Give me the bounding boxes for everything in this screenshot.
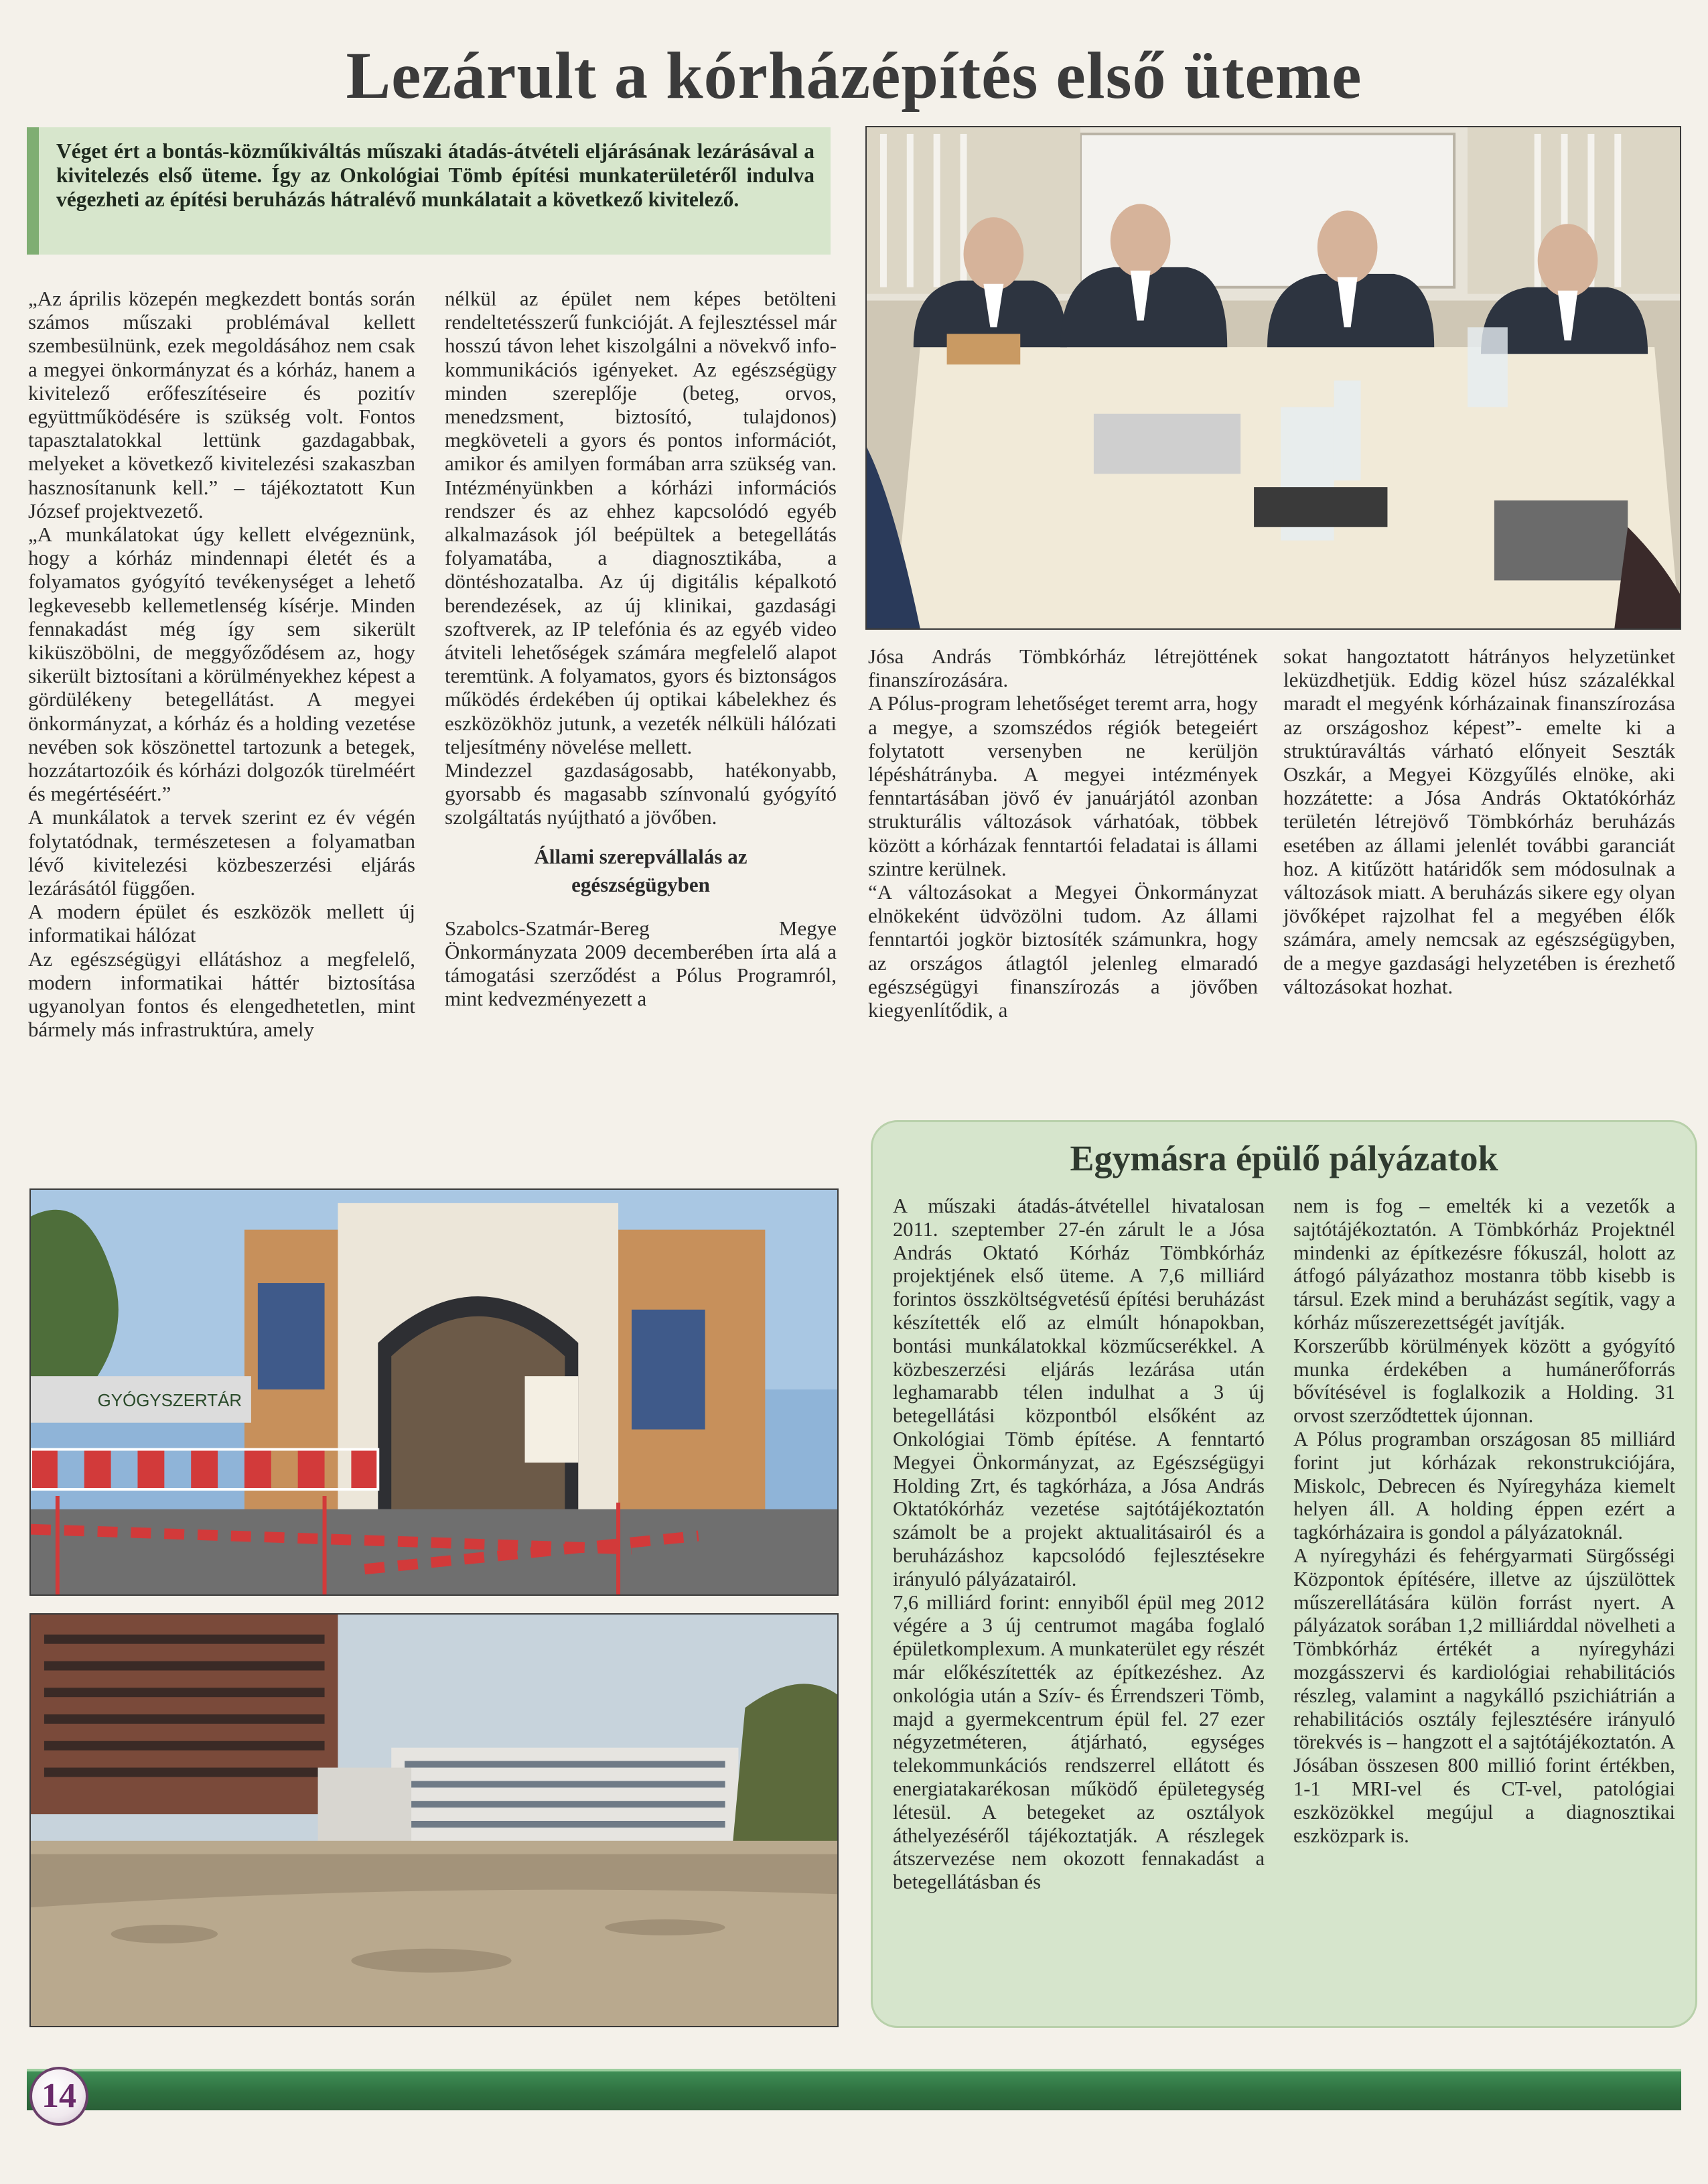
sidebar-paragraph: nem is fog – emelték ki a vezetők a sajtótájékoztatón. A Tömbkórház Projektnél mindenki az építkezésre fókuszál, holott az átfogó pályázathoz mostanra több kisebb is társul. Ezek mind a beruházást segítik, vagy a kórház műszerezettségét javítják.	[1293, 1195, 1675, 1334]
col1-paragraph: A munkálatok a tervek szerint ez év végén folytatódnak, természetesen a folyamatban lévő kivitelezési közbeszerzési eljárás lezárásától függően.	[28, 805, 415, 900]
footer-bar	[27, 2069, 1681, 2110]
col2-paragraph: nélkül az épület nem képes betölteni rendeltetésszerű funkcióját. A fejlesztéssel már hosszú távon lehet kiszolgálni a növekvő info-kommunikációs igényeket. Az egészségügy minden szereplője (beteg, orvos, menedzsment, biztosító, tulajdonos) megköveteli a gyors és pontos információt, amikor és amilyen formában arra szükség van. Intézményünkben a kórházi információs rendszer és az ehhez kapcsolódó egyéb alkalmazások jól beépültek a betegellátás folyamatába, a diagnosztikába, a döntéshozatalba. Az új digitális képalkotó berendezések, az új klinikai, gazdasági szoftverek, az IP telefónia és az egyéb video átviteli lehetőségek számára megfelelő alapot teremtünk. A folyamatos, gyors és biztonságos működés érdekében új optikai kábelekhez és eszközökhöz jutunk, a vezeték nélküli hálózati teljesítmény növelése mellett.	[445, 287, 837, 758]
article-headline: Lezárult a kórházépítés első üteme	[346, 38, 1362, 113]
col3-paragraph: Jósa András Tömbkórház létrejöttének finanszírozására.	[868, 644, 1258, 692]
press-conference-illustration	[867, 127, 1680, 628]
hospital-gate-illustration	[31, 1190, 837, 1594]
article-column-2	[445, 287, 837, 1010]
sidebar-column-2	[1293, 1195, 1675, 1847]
col2-paragraph: Szabolcs-Szatmár-Bereg Megye Önkormányzata 2009 decemberében írta alá a támogatási szerződést a Pólus Programról, mint kedvezményezett a	[445, 916, 837, 1011]
col1-subhead: A modern épület és eszközök mellett új informatikai hálózat	[28, 900, 415, 947]
col2-subheading: Állami szerepvállalás az egészségügyben	[534, 844, 748, 896]
sidebar-title: Egymásra épülő pályázatok	[1070, 1138, 1498, 1178]
construction-site-illustration	[31, 1615, 837, 2026]
col3-paragraph: A Pólus-program lehetőséget teremt arra, hogy a megye, a szomszédos régiók betegeiért folytatott versenyben ne kerüljön lépéshátrányba. A megyei intézmények fenntartásában jövő év januárjától azonban strukturális változások várhatóak, többek között a kórházak fenntartói feladatai is állami szintre kerülnek.	[868, 691, 1258, 880]
col3-paragraph: “A változásokat a Megyei Önkormányzat elnökeként üdvözölni tudom. Az állami fenntartói jogkör biztosíték számunkra, hogy az országos átlagtól jelenleg elmaradó egészségügyi finanszírozás a jövőben kiegyenlítődik, a	[868, 880, 1258, 1022]
sidebar-paragraph: A nyíregyházi és fehérgyarmati Sürgősségi Központok építésére, illetve az újszülöttek műszerellátására külön forrást nyert. A pályázatok sorában 1,2 milliárddal növelheti a Tömbkórház értékét a nyíregyházi mozgásszervi és kardiológiai rehabilitációs részleg, valamint a nagykálló pszichiátrián a rehabilitációs osztály fejlesztésére irányuló törekvés is – hangzott el a sajtótájékoztatón. A Jósában összesen 800 millió forint értékben, 1-1 MRI-vel és CT-vel, patológiai eszközökkel megújul a diagnosztikai eszközpark is.	[1293, 1544, 1675, 1847]
article-column-4	[1283, 644, 1675, 998]
article-lead: Véget ért a bontás-közműkiváltás műszaki átadás-átvételi eljárásának lezárásával a kivitelezés első üteme. Így az Onkológiai Tömb építési munkaterületéről indulva végezheti az építési beruházás hátralévő munkálatait a következő kivitelező.	[27, 127, 831, 255]
article-column-1	[28, 287, 415, 1042]
col1-paragraph: „A munkálatokat úgy kellett elvégeznünk, hogy a kórház mindennapi életét és a folyamatos gyógyító tevékenységet a lehető legkevesebb kellemetlenség kísérje. Minden fennakadást még így sem sikerült kiküszöbölni, de meggyőződésem az, hogy sikerült biztosítani a körülményekhez képest a gördülékeny betegellátást. A megyei önkormányzat, a kórház és a holding vezetése nevében sok köszönettel tartozunk a betegek, hozzátartozóik és kórházi dolgozók türelméért és megértéséért.”	[28, 523, 415, 806]
article-column-3	[868, 644, 1258, 1022]
col1-paragraph: „Az április közepén megkezdett bontás során számos műszaki problémával kellett szembesülnünk, ezek megoldásához nem csak a megyei önkormányzat és a kórház, hanem a kivitelező erőfeszítéseire és pozitív együttműködésére is szükség volt. Fontos tapasztalatokkal lettünk gazdagabbak, melyeket a következő kivitelezési szakaszban hasznosítanunk kell.” – tájékoztatott Kun József projektvezető.	[28, 287, 415, 523]
sidebar-paragraph: A Pólus programban országosan 85 milliárd forint jut kórházak rekonstrukciójára, Miskolc, Debrecen és Nyíregyháza kiemelt helyen áll. A holding éppen ezért a tagkórházaira is gondol a pályázatoknál.	[1293, 1427, 1675, 1544]
col1-paragraph: Az egészségügyi ellátáshoz a megfelelő, modern informatikai háttér biztosítása ugyanolyan fontos és elengedhetetlen, mint bármely más infrastruktúra, amely	[28, 947, 415, 1042]
sidebar-column-1	[893, 1195, 1265, 1894]
photo-press-conference	[865, 126, 1681, 630]
col4-paragraph: sokat hangoztatott hátrányos helyzetünket leküzdhetjük. Eddig közel húsz százalékkal maradt el megyénk kórházainak finanszírozása az országoshoz képest”- emelte ki a struktúraváltás várható előnyeit Seszták Oszkár, a Megyei Közgyűlés elnöke, aki hozzátette: a Jósa András Oktatókórház területén létrejövő Tömbkórház beruházás esetében az állami jelenlét további garanciát hoz. A kitűzött határidők sem módosulnak a változások miatt. A beruházás sikere egy olyan jövőképet rajzolhat fel a megyében élők számára, amely nemcsak az egészségügyben, de a megye gazdasági helyzetében is érezhető változásokat hozhat.	[1283, 644, 1675, 998]
page-number: 14	[29, 2067, 88, 2126]
photo-construction-site	[29, 1613, 839, 2027]
sidebar-paragraph: 7,6 milliárd forint: ennyiből épül meg 2012 végére a 3 új centrumot magába foglaló épületkomplexum. A munkaterület egy részét már előkészítették az építkezéshez. Az onkológia után a Szív- és Érrendszeri Tömb, majd a gyermekcentrum épül fel. 27 ezer négyzetméteren, átjárható, egységes telekommunkációs rendszerrel ellátott és energiatakarékosan működő épületegység létesül. A betegeket az osztályok áthelyezéséről tájékoztatják. A részlegek átszervezése nem okozott fennakadást a betegellátásban és	[893, 1590, 1265, 1894]
photo-hospital-gate	[29, 1188, 839, 1596]
sidebar-paragraph: A műszaki átadás-átvétellel hivatalosan 2011. szeptember 27-én zárult le a Jósa András Oktató Kórház Tömbkórház projektjének első üteme. A 7,6 milliárd forintos összköltségvetésű építési beruházást készítették elő az elmúlt hónapokban, bontási munkálatokkal közműcserékkel. A közbeszerzési eljárás lezárása után leghamarabb télen indulhat a 3 új betegellátási központból elsőként az Onkológiai Tömb építése. A fenntartó Megyei Önkormányzat, az Egészségügyi Holding Zrt, és tagkórháza, a Jósa András Oktatókórház vezetése sajtótájékoztatón számolt be a projekt aktualitásairól és a beruházáshoz kapcsolódó fejlesztésekre irányuló pályázatairól.	[893, 1195, 1265, 1590]
sidebar-box	[871, 1120, 1697, 2028]
sidebar-paragraph: Korszerűbb körülmények között a gyógyító munka érdekében a humánerőforrás bővítésével is foglalkozik a Holding. 31 orvost szerződtettek újonnan.	[1293, 1334, 1675, 1428]
col2-paragraph: Mindezzel gazdaságosabb, hatékonyabb, gyorsabb és magasabb színvonalú gyógyító szolgáltatás nyújtható a jövőben.	[445, 758, 837, 829]
pharmacy-sign: GYÓGYSZERTÁR	[97, 1391, 242, 1410]
